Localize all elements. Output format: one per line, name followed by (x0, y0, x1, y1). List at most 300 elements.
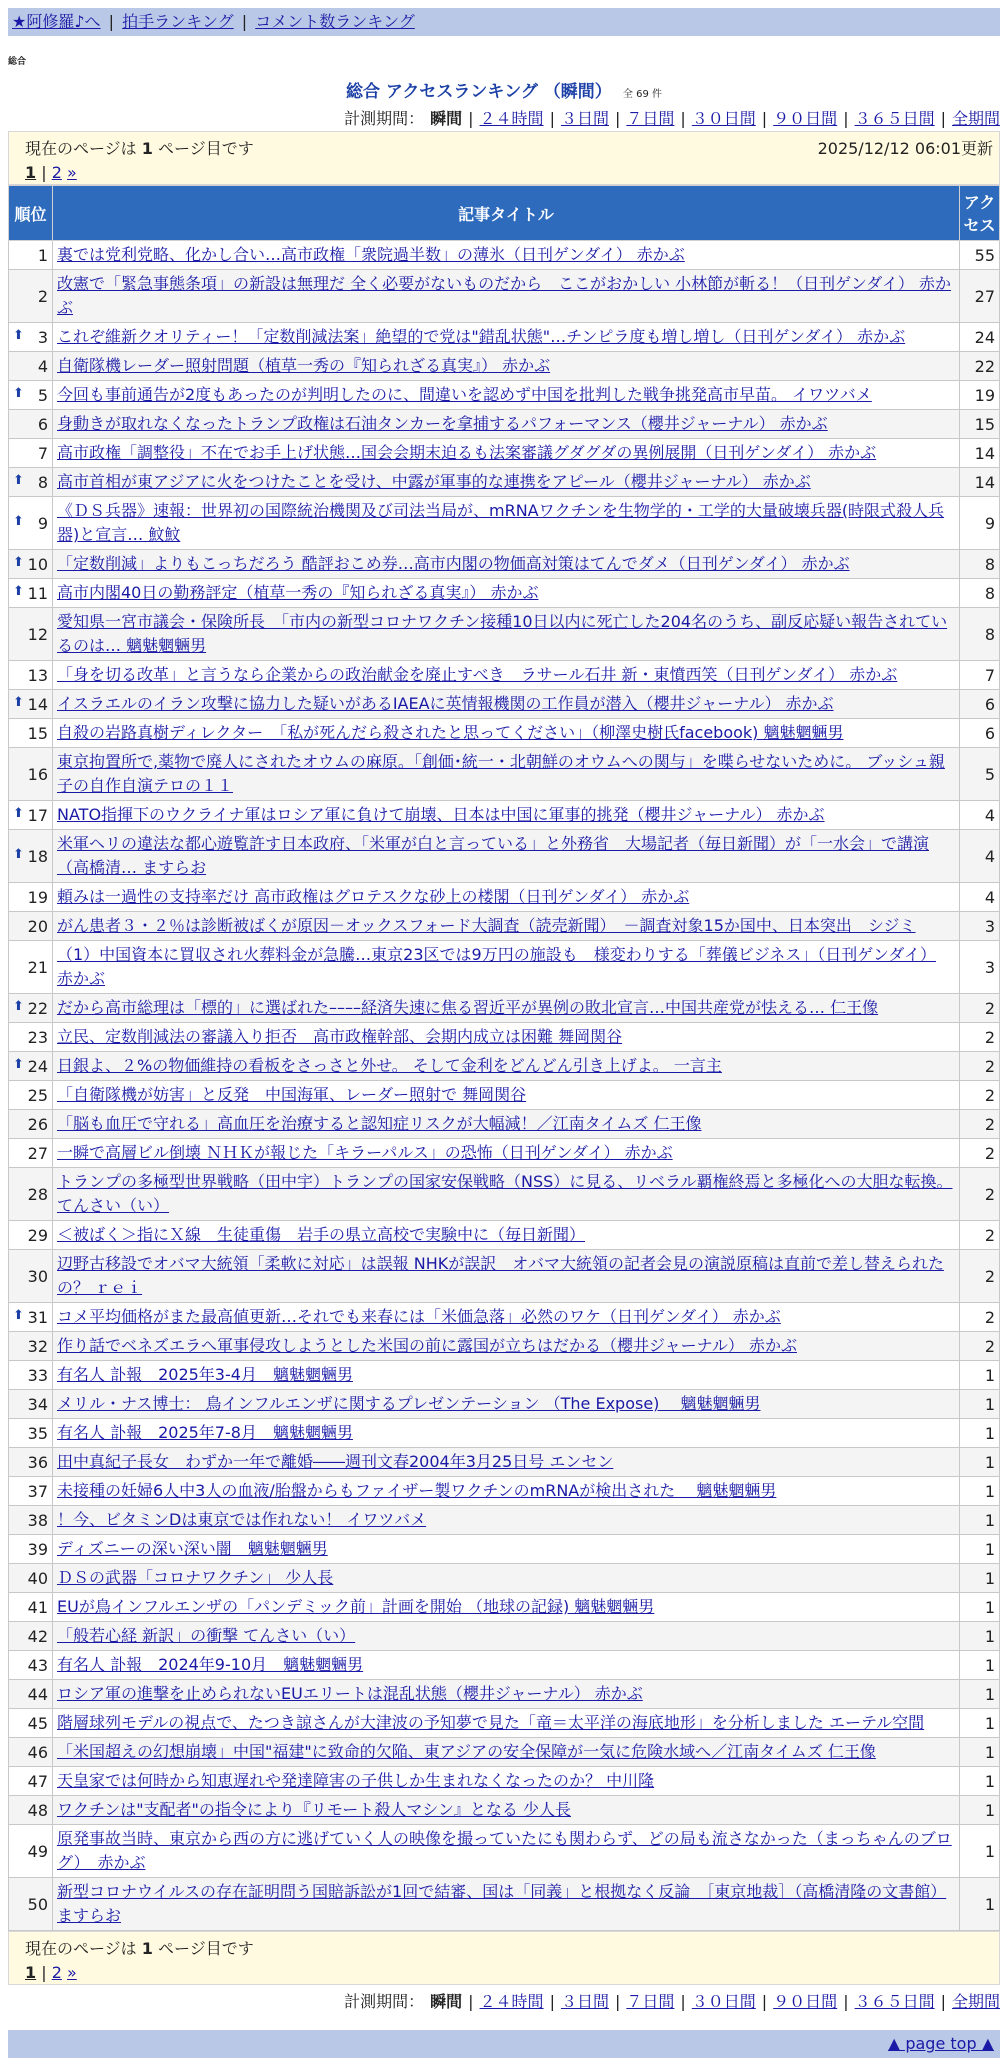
access-count: 1 (960, 1825, 1000, 1878)
article-title-link[interactable]: コメ平均価格がまた最高値更新…それでも来春には「米価急落」必然のワケ（日刊ゲンダイ） 赤かぶ (57, 1307, 781, 1326)
access-count: 22 (960, 352, 1000, 381)
period-separator: | (680, 109, 686, 128)
rank-cell (9, 352, 53, 381)
rank-up-arrow-icon: ⬆ (13, 327, 24, 343)
table-row (9, 719, 1000, 748)
rank-cell (9, 1221, 53, 1250)
access-count: 1 (960, 1535, 1000, 1564)
article-title-link[interactable]: ディズニーの深い深い闇 魑魅魍魎男 (57, 1539, 328, 1558)
period-link[interactable]: ７日間 (626, 109, 675, 128)
table-header-row (9, 186, 1000, 241)
title-cell (53, 1796, 960, 1825)
rank-cell (9, 1332, 53, 1361)
title-cell (53, 1052, 960, 1081)
table-row (9, 941, 1000, 994)
access-count: 24 (960, 323, 1000, 352)
title-cell (53, 1593, 960, 1622)
rank-cell (9, 1477, 53, 1506)
title-cell (53, 439, 960, 468)
table-row (9, 1332, 1000, 1361)
title-cell (53, 1303, 960, 1332)
title-cell (53, 1564, 960, 1593)
rank-cell (9, 941, 53, 994)
article-title-link[interactable]: 日銀よ、２%の物価維持の看板をさっさと外せ。 そして金利をどんどん引き上げよ。 一言主 (57, 1056, 722, 1075)
article-title-link[interactable]: 「脳も血圧で守れる」高血圧を治療すると認知症リスクが大幅減！／江南タイムズ 仁王像 (57, 1114, 702, 1133)
period-link[interactable]: ９０日間 (773, 1992, 838, 2011)
col-header-title: 記事タイトル (53, 186, 960, 241)
rank-number: 19 (27, 887, 48, 907)
period-separator: | (843, 1992, 849, 2011)
article-title-link[interactable]: 身動きが取れなくなったトランプ政権は石油タンカーを拿捕するパフォーマンス（櫻井ジャーナル） 赤かぶ (57, 414, 828, 433)
ranking-table-body (9, 241, 1000, 1931)
article-title-link[interactable]: だから高市総理は「標的」に選ばれた––––経済失速に焦る習近平が異例の敗北宣言…中国共産党が怯える… 仁王像 (57, 998, 879, 1017)
access-count: 15 (960, 410, 1000, 439)
category-label: 総合 (8, 57, 27, 67)
pager-next[interactable]: » (66, 163, 77, 182)
rank-number: 28 (27, 1184, 48, 1204)
rank-number: 15 (27, 723, 48, 743)
table-row (9, 1110, 1000, 1139)
rank-cell (9, 1052, 53, 1081)
period-link[interactable]: ３６５日間 (854, 109, 935, 128)
rank-cell (9, 661, 53, 690)
rank-cell (9, 912, 53, 941)
ranking-table (8, 185, 1000, 1931)
title-cell (53, 1390, 960, 1419)
rank-number: 1 (37, 245, 48, 265)
title-cell (53, 1023, 960, 1052)
rank-cell (9, 1796, 53, 1825)
article-title-link[interactable]: 天皇家では何時から知恵遅れや発達障害の子供しか生まれなくなったのか？ 中川隆 (57, 1771, 655, 1790)
rank-cell (9, 830, 53, 883)
access-count: 1 (960, 1767, 1000, 1796)
table-row (9, 1825, 1000, 1878)
table-row (9, 1303, 1000, 1332)
title-cell (53, 579, 960, 608)
rank-cell (9, 1825, 53, 1878)
rank-number: 7 (37, 443, 48, 463)
title-cell (53, 323, 960, 352)
article-title-link[interactable]: イスラエルのイラン攻撃に協力した疑いがあるIAEAに英情報機関の工作員が潜入（櫻井ジャーナル） 赤かぶ (57, 694, 834, 713)
rank-number: 13 (27, 665, 48, 685)
rank-cell (9, 801, 53, 830)
table-row (9, 994, 1000, 1023)
table-row (9, 1477, 1000, 1506)
page-info-line (25, 1936, 993, 1959)
period-link[interactable]: ３日間 (560, 109, 609, 128)
current-page-pre: 現在のページは (25, 1939, 137, 1958)
pager-page-2[interactable]: 2 (51, 163, 62, 182)
title-cell (53, 1477, 960, 1506)
access-count: 1 (960, 1564, 1000, 1593)
access-count: 3 (960, 941, 1000, 994)
table-row (9, 1622, 1000, 1651)
clap-ranking-link[interactable]: 拍手ランキング (122, 12, 234, 31)
title-row (8, 77, 1000, 102)
pager-current: 1 (25, 163, 37, 182)
page-info-bottom (8, 1931, 1000, 1985)
period-link[interactable]: ２４時間 (479, 109, 544, 128)
table-row (9, 608, 1000, 661)
article-title-link[interactable]: ＜被ばく＞指にＸ線 生徒重傷 岩手の県立高校で実験中に（毎日新聞） (57, 1225, 586, 1244)
article-title-link[interactable]: 高市内閣40日の勤務評定（植草一秀の『知られざる真実』） 赤かぶ (57, 583, 539, 602)
article-title-link[interactable]: 米軍ヘリの違法な都心遊覧許す日本政府、「米軍が白と言っている」と外務省 大場記者（毎日新聞）が「一水会」で講演（高橋清… ますらお (57, 834, 930, 877)
title-cell (53, 1535, 960, 1564)
period-separator: | (549, 1992, 555, 2011)
rank-number: 45 (27, 1713, 48, 1733)
rank-number: 34 (27, 1394, 48, 1414)
table-row (9, 1081, 1000, 1110)
title-cell (53, 719, 960, 748)
rank-cell (9, 1651, 53, 1680)
table-row (9, 241, 1000, 270)
title-cell (53, 497, 960, 550)
table-row (9, 550, 1000, 579)
article-title-link[interactable]: 有名人 訃報 2025年7-8月 魑魅魍魎男 (57, 1423, 353, 1442)
period-link[interactable]: 全期間 (951, 109, 1000, 128)
title-cell (53, 883, 960, 912)
title-cell (53, 468, 960, 497)
period-link[interactable]: ２４時間 (479, 1992, 544, 2011)
rank-cell (9, 1139, 53, 1168)
title-cell (53, 1878, 960, 1931)
rank-cell (9, 1622, 53, 1651)
rank-number: 35 (27, 1423, 48, 1443)
rank-cell (9, 1767, 53, 1796)
period-label: 計測期間： (344, 1992, 425, 2011)
access-count: 2 (960, 1332, 1000, 1361)
article-title-link[interactable]: 立民、定数削減法の審議入り拒否 高市政権幹部、会期内成立は困難 舞岡関谷 (57, 1027, 623, 1046)
rank-number: 3 (37, 327, 48, 347)
pager-next[interactable]: » (66, 1963, 77, 1982)
page-title: 総合 アクセスランキング （瞬間） (345, 82, 612, 102)
title-cell (53, 1250, 960, 1303)
article-title-link[interactable]: 東京拘置所で,薬物で廃人にされたオウムの麻原。「創価･統一・北朝鮮のオウムへの関与」を喋らせないために。 ブッシュ親子の自作自演テロの１１ (57, 752, 945, 795)
access-count: 14 (960, 439, 1000, 468)
article-title-link[interactable]: 裏では党利党略、化かし合い…高市政権「衆院過半数」の薄氷（日刊ゲンダイ） 赤かぶ (57, 245, 685, 264)
rank-cell (9, 1535, 53, 1564)
period-link[interactable]: ３０日間 (691, 1992, 756, 2011)
rank-number: 5 (37, 385, 48, 405)
table-row (9, 1535, 1000, 1564)
rank-number: 25 (27, 1085, 48, 1105)
access-count: 2 (960, 1221, 1000, 1250)
article-title-link[interactable]: 新型コロナウイルスの存在証明問う国賠訴訟が1回で結審、国は「同義」と根拠なく反論 ［東京地裁］（高橋清隆の文書館） ますらお (57, 1882, 947, 1925)
title-cell (53, 801, 960, 830)
article-title-link[interactable]: 高市政権「調整役」不在でお手上げ状態…国会会期末迫るも法案審議グダグダの異例展開（日刊ゲンダイ） 赤かぶ (57, 443, 877, 462)
article-title-link[interactable]: EUが鳥インフルエンザの「パンデミック前」計画を開始 （地球の記録) 魑魅魍魎男 (57, 1597, 655, 1616)
table-row (9, 1593, 1000, 1622)
rank-cell (9, 1506, 53, 1535)
rank-cell (9, 1303, 53, 1332)
rank-up-arrow-icon: ⬆ (13, 694, 24, 710)
access-count: 3 (960, 912, 1000, 941)
article-title-link[interactable]: 田中真紀子長女 わずか一年で離婚――週刊文春2004年3月25日号 エンセン (57, 1452, 614, 1471)
rank-number: 12 (27, 624, 48, 644)
access-count: 6 (960, 719, 1000, 748)
rank-cell (9, 1168, 53, 1221)
title-cell (53, 1221, 960, 1250)
top-nav-bar (8, 8, 1000, 36)
article-title-link[interactable]: メリル・ナス博士： 鳥インフルエンザに関するプレゼンテーション （The Expose) 魑魅魍魎男 (57, 1394, 761, 1413)
rank-up-arrow-icon: ⬆ (13, 998, 24, 1014)
rank-number: 49 (27, 1841, 48, 1861)
nav-separator: | (108, 12, 115, 31)
period-link[interactable]: ９０日間 (773, 109, 838, 128)
comment-ranking-link[interactable]: コメント数ランキング (255, 12, 415, 31)
table-row (9, 1250, 1000, 1303)
article-title-link[interactable]: NATO指揮下のウクライナ軍はロシア軍に負けて崩壊、日本は中国に軍事的挑発（櫻井ジャーナル） 赤かぶ (57, 805, 825, 824)
article-title-link[interactable]: 《ＤＳ兵器》速報：世界初の国際統治機関及び司法当局が、mRNAワクチンを生物学的・工学的大量破壊兵器(時限式殺人兵器)と宣言… 魰魰 (57, 501, 945, 544)
access-count: 1 (960, 1651, 1000, 1680)
table-row (9, 1767, 1000, 1796)
title-cell (53, 1709, 960, 1738)
title-cell (53, 410, 960, 439)
table-row (9, 1023, 1000, 1052)
access-count: 1 (960, 1419, 1000, 1448)
access-count: 6 (960, 690, 1000, 719)
title-cell (53, 550, 960, 579)
article-title-link[interactable]: 作り話でベネズエラへ軍事侵攻しようとした米国の前に露国が立ちはだかる（櫻井ジャーナル） 赤かぶ (57, 1336, 797, 1355)
rank-up-arrow-icon: ⬆ (13, 554, 24, 570)
rank-number: 27 (27, 1143, 48, 1163)
article-title-link[interactable]: 頼みは一過性の支持率だけ 高市政権はグロテスクな砂上の楼閣（日刊ゲンダイ） 赤かぶ (57, 887, 690, 906)
access-count: 2 (960, 994, 1000, 1023)
period-separator: | (940, 1992, 946, 2011)
rank-number: 8 (37, 472, 48, 492)
rank-up-arrow-icon: ⬆ (13, 1056, 24, 1072)
rank-cell (9, 1564, 53, 1593)
period-link[interactable]: ３日間 (560, 1992, 609, 2011)
article-title-link[interactable]: 一瞬で高層ビル倒壊 ＮＨＫが報じた「キラーパルス」の恐怖（日刊ゲンダイ） 赤かぶ (57, 1143, 673, 1162)
table-row (9, 1052, 1000, 1081)
title-cell (53, 352, 960, 381)
article-title-link[interactable]: 「身を切る改革」と言うなら企業からの政治献金を廃止すべき ラサール石井 新・東憤西笑（日刊ゲンダイ） 赤かぶ (57, 665, 898, 684)
period-link[interactable]: ７日間 (626, 1992, 675, 2011)
page-info-top (8, 131, 1000, 185)
access-count: 55 (960, 241, 1000, 270)
table-row (9, 439, 1000, 468)
access-count: 1 (960, 1448, 1000, 1477)
period-separator: | (468, 109, 474, 128)
access-count: 1 (960, 1738, 1000, 1767)
article-title-link[interactable]: 自衛隊機レーダー照射問題（植草一秀の『知られざる真実』） 赤かぶ (57, 356, 551, 375)
access-count: 7 (960, 661, 1000, 690)
rank-number: 23 (27, 1027, 48, 1047)
rank-number: 4 (37, 356, 48, 376)
table-row (9, 497, 1000, 550)
rank-cell (9, 579, 53, 608)
access-count: 2 (960, 1081, 1000, 1110)
access-count: 1 (960, 1680, 1000, 1709)
rank-cell (9, 1448, 53, 1477)
rank-cell (9, 719, 53, 748)
period-separator: | (940, 109, 946, 128)
table-row (9, 748, 1000, 801)
rank-up-arrow-icon: ⬆ (13, 513, 24, 529)
period-link[interactable]: ３６５日間 (854, 1992, 935, 2011)
access-count: 5 (960, 748, 1000, 801)
table-row (9, 1564, 1000, 1593)
title-cell (53, 1332, 960, 1361)
rank-cell (9, 241, 53, 270)
article-title-link[interactable]: 有名人 訃報 2024年9-10月 魑魅魍魎男 (57, 1655, 364, 1674)
rank-cell (9, 1361, 53, 1390)
table-row (9, 1419, 1000, 1448)
access-count: 4 (960, 883, 1000, 912)
table-row (9, 661, 1000, 690)
item-count: 全 69 件 (622, 89, 662, 100)
title-cell (53, 941, 960, 994)
access-count: 4 (960, 801, 1000, 830)
footer-bar (8, 2030, 1000, 2058)
article-title-link[interactable]: 「定数削減」よりもこっちだろう 酷評おこめ券…高市内閣の物価高対策はてんでダメ（日刊ゲンダイ） 赤かぶ (57, 554, 850, 573)
table-row (9, 1506, 1000, 1535)
access-count: 1 (960, 1477, 1000, 1506)
access-count: 2 (960, 1303, 1000, 1332)
article-title-link[interactable]: 改憲で「緊急事態条項」の新設は無理だ 全く必要がないものだから ここがおかしい 小林節が斬る！（日刊ゲンダイ） 赤かぶ (57, 274, 951, 317)
table-row (9, 912, 1000, 941)
article-title-link[interactable]: （1）中国資本に買収され火葬料金が急騰…東京23区では9万円の施設も 様変わりする「葬儀ビジネス」（日刊ゲンダイ） 赤かぶ (57, 945, 936, 988)
rank-cell (9, 270, 53, 323)
rank-cell (9, 550, 53, 579)
rank-cell (9, 1390, 53, 1419)
rank-number: 18 (27, 846, 48, 866)
rank-cell (9, 608, 53, 661)
table-row (9, 830, 1000, 883)
rank-number: 2 (37, 286, 48, 306)
table-row (9, 1139, 1000, 1168)
table-row (9, 1878, 1000, 1931)
access-count: 2 (960, 1110, 1000, 1139)
title-cell (53, 1767, 960, 1796)
rank-number: 50 (27, 1894, 48, 1914)
article-title-link[interactable]: これぞ維新クオリティー！「定数削減法案」絶望的で党は"錯乱状態"…チンピラ度も増し増し（日刊ゲンダイ） 赤かぶ (57, 327, 906, 346)
period-separator: | (468, 1992, 474, 2011)
title-cell (53, 1081, 960, 1110)
rank-up-arrow-icon: ⬆ (13, 1307, 24, 1323)
page-info-line (25, 136, 993, 159)
rank-cell (9, 690, 53, 719)
home-link[interactable]: ★阿修羅♪へ (12, 12, 101, 31)
article-title-link[interactable]: 愛知県一宮市議会・保険所長 「市内の新型コロナワクチン接種10日以内に死亡した204名のうち、副反応疑い報告されているのは… 魑魅魍魎男 (57, 612, 948, 655)
table-row (9, 1361, 1000, 1390)
rank-cell (9, 323, 53, 352)
rank-cell (9, 1110, 53, 1139)
rank-number: 30 (27, 1266, 48, 1286)
period-separator: | (761, 1992, 768, 2011)
period-link[interactable]: 全期間 (951, 1992, 1000, 2011)
article-title-link[interactable]: 未接種の妊婦6人中3人の血液/胎盤からもファイザー製ワクチンのmRNAが検出された 魑魅魍魎男 (57, 1481, 777, 1500)
title-cell (53, 690, 960, 719)
rank-number: 10 (27, 554, 48, 574)
current-page-pre: 現在のページは (25, 139, 137, 158)
page-top-link[interactable]: ▲ page top ▲ (887, 2034, 994, 2053)
pager: 1 | 2 » (25, 163, 77, 182)
current-page-text (25, 1936, 254, 1959)
current-page-post: ページ目です (158, 139, 254, 158)
rank-cell (9, 1738, 53, 1767)
access-count: 1 (960, 1390, 1000, 1419)
table-row (9, 690, 1000, 719)
access-count: 8 (960, 550, 1000, 579)
article-title-link[interactable]: がん患者３・２％は診断被ばくが原因－オックスフォード大調査（読売新聞） －調査対象15か国中、日本突出 シジミ (57, 916, 916, 935)
rank-number: 38 (27, 1510, 48, 1530)
rank-up-arrow-icon: ⬆ (13, 846, 24, 862)
article-title-link[interactable]: 原発事故当時、東京から西の方に逃げていく人の映像を撮っていたにも関わらず、どの局も流さなかった（まっちゃんのブログ） 赤かぶ (57, 1829, 952, 1872)
table-row (9, 1651, 1000, 1680)
article-title-link[interactable]: 辺野古移設でオバマ大統領「柔軟に対応」は誤報 NHKが誤訳 オバマ大統領の記者会見の演説原稿は直前で差し替えられたの？ ｒｅｉ (57, 1254, 944, 1297)
article-title-link[interactable]: ＤＳの武器「コロナワクチン」 少人長 (57, 1568, 334, 1587)
title-cell (53, 1825, 960, 1878)
pager-page-2[interactable]: 2 (51, 1963, 62, 1982)
access-count: 1 (960, 1593, 1000, 1622)
rank-cell (9, 410, 53, 439)
period-separator: | (761, 109, 768, 128)
access-count: 1 (960, 1506, 1000, 1535)
title-cell (53, 994, 960, 1023)
rank-number: 21 (27, 957, 48, 977)
rank-cell (9, 1419, 53, 1448)
access-count: 14 (960, 468, 1000, 497)
nav-separator: | (241, 12, 248, 31)
article-title-link[interactable]: ！今、ビタミンDは東京では作れない！ イワツバメ (57, 1510, 427, 1529)
title-cell (53, 608, 960, 661)
access-count: 1 (960, 1709, 1000, 1738)
period-current: 瞬間 (430, 1992, 463, 2011)
access-count: 2 (960, 1023, 1000, 1052)
article-title-link[interactable]: 高市首相が東アジアに火をつけたことを受け、中露が軍事的な連携をアピール（櫻井ジャーナル） 赤かぶ (57, 472, 811, 491)
access-count: 2 (960, 1052, 1000, 1081)
article-title-link[interactable]: 「米国超えの幻想崩壊」中国"福建"に致命的欠陥、東アジアの安全保障が一気に危険水域へ／江南タイムズ 仁王像 (57, 1742, 876, 1761)
title-cell (53, 830, 960, 883)
title-cell (53, 912, 960, 941)
article-title-link[interactable]: トランプの多極型世界戦略（田中宇）トランプの国家安保戦略（NSS）に見る、リベラル覇権終焉と多極化への大胆な転換。 てんさい（い） (57, 1172, 953, 1215)
table-row (9, 1796, 1000, 1825)
article-title-link[interactable]: ロシア軍の進撃を止められないEUエリートは混乱状態（櫻井ジャーナル） 赤かぶ (57, 1684, 643, 1703)
title-cell (53, 1622, 960, 1651)
table-row (9, 323, 1000, 352)
title-cell (53, 661, 960, 690)
table-row (9, 1448, 1000, 1477)
rank-number: 29 (27, 1225, 48, 1245)
article-title-link[interactable]: 階層球列モデルの視点で、たつき諒さんが大津波の予知夢で見た「竜＝太平洋の海底地形」を分析しました エーテル空間 (57, 1713, 925, 1732)
article-title-link[interactable]: 有名人 訃報 2025年3-4月 魑魅魍魎男 (57, 1365, 353, 1384)
rank-cell (9, 497, 53, 550)
article-title-link[interactable]: 「般若心経 新訳」の衝撃 てんさい（い） (57, 1626, 356, 1645)
rank-number: 11 (27, 583, 48, 603)
article-title-link[interactable]: 自殺の岩路真樹ディレクター 「私が死んだら殺されたと思ってください」（柳澤史樹氏facebook) 魑魅魍魎男 (57, 723, 844, 742)
rank-number: 33 (27, 1365, 48, 1385)
table-row (9, 1709, 1000, 1738)
article-title-link[interactable]: ワクチンは"支配者"の指令により『リモート殺人マシン』となる 少人長 (57, 1800, 571, 1819)
title-cell (53, 241, 960, 270)
rank-cell (9, 1081, 53, 1110)
access-count: 2 (960, 1139, 1000, 1168)
rank-cell (9, 1250, 53, 1303)
current-page-post: ページ目です (158, 1939, 254, 1958)
title-cell (53, 270, 960, 323)
access-count: 19 (960, 381, 1000, 410)
title-cell (53, 1110, 960, 1139)
rank-cell (9, 1023, 53, 1052)
article-title-link[interactable]: 「自衛隊機が妨害」と反発 中国海軍、レーダー照射で 舞岡関谷 (57, 1085, 527, 1104)
rank-cell (9, 1709, 53, 1738)
article-title-link[interactable]: 今回も事前通告が2度もあったのが判明したのに、間違いを認めず中国を批判した戦争挑発高市早苗。 イワツバメ (57, 385, 872, 404)
period-link[interactable]: ３０日間 (691, 109, 756, 128)
current-page-number: 1 (141, 1939, 153, 1958)
rank-cell (9, 994, 53, 1023)
